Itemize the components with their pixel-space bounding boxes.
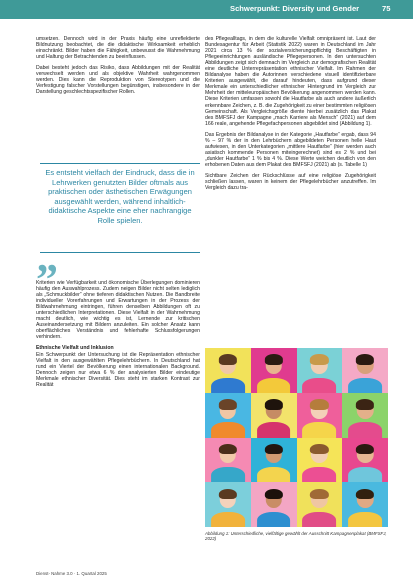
portrait-hair	[219, 489, 237, 500]
portrait-hair	[356, 354, 374, 365]
subheading: Ethnische Vielfalt und Inklusion	[36, 345, 114, 352]
portrait-hair	[310, 444, 328, 455]
portrait-torso	[211, 467, 245, 482]
portrait-hair	[264, 354, 282, 365]
portrait-tile	[251, 348, 297, 393]
paragraph: Ein Schwerpunkt der Untersuchung ist die Repräsentation ethnischer Vielfalt in den ausgewählten Pflegelehrbüchern. In Deutschland hat rund ein Viertel der Bevölkerung einen internationalen Background. Dennoch zeigen nur etwa 6 % der analysierten Bilder eindeutige Merkmale ethnischer Diversität. Dies steht im starken Kontrast zur Realität	[36, 351, 200, 388]
portrait-torso	[211, 378, 245, 393]
portrait-hair	[310, 489, 328, 500]
portrait-tile	[342, 438, 388, 483]
portrait-torso	[211, 512, 245, 527]
portrait-hair	[310, 354, 328, 365]
portrait-tile	[297, 393, 343, 438]
portrait-tile	[205, 393, 251, 438]
paragraph: Sichtbare Zeichen der Rückschlüsse auf eine religiöse Zugehörigkeit schließen lassen, waren in keinem der Pflegelehrbücher anzutreffen. Im Vergleich dazu tra-	[205, 172, 376, 192]
section-title: Schwerpunkt: Diversity und Gender	[230, 4, 360, 13]
portrait-tile	[251, 482, 297, 527]
quote-rule-bottom	[40, 252, 200, 253]
paragraph: umsetzen. Dennoch wird in der Praxis häufig eine unreflektierte Bildnutzung beobachtet, die die didaktische Wirksamkeit erheblich einschränkt. Bilder haben die Fähigkeit, unbewusst die Wahrnehmung und Haltung der Betrachtenden zu beeinflussen.	[36, 36, 200, 61]
portrait-tile	[297, 438, 343, 483]
quote-mark-icon: ”	[36, 255, 58, 304]
page-number: 75	[382, 4, 391, 13]
portrait-torso	[302, 467, 336, 482]
quote-rule-top	[40, 163, 200, 164]
portrait-torso	[257, 378, 291, 393]
portrait-hair	[264, 399, 282, 410]
portrait-hair	[219, 354, 237, 365]
portrait-tile	[251, 438, 297, 483]
portrait-tile	[205, 482, 251, 527]
figure-caption: Abbildung 1: Unterschiedliche, vielfältige gewählt der Ausschnitt Kampagnenplakat (BMFSFJ, 2022)	[205, 531, 387, 542]
portrait-tile	[342, 348, 388, 393]
page-header	[0, 0, 413, 19]
portrait-hair	[356, 444, 374, 455]
portrait-torso	[257, 512, 291, 527]
portrait-hair	[264, 489, 282, 500]
portrait-torso	[348, 512, 382, 527]
portrait-tile	[205, 438, 251, 483]
paragraph: Dabei besteht jedoch das Risiko, dass Abbildungen mit der Realität verwechselt werden und als objektive Wahrheit wahrgenommen werden. Dies kann die Reproduktion von Stereotypen und die Verfestigung falscher Vorstellungen begünstigen, insbesondere in der Darstellung geschlechtsspezifischer Rollen.	[36, 65, 200, 96]
pull-quote: Es entsteht vielfach der Eindruck, dass die in Lehrwerken genutzten Bilder oftmals aus praktischen oder ästhetischen Erwägungen ausgewählt werden, während inhaltlich-didaktische Aspekte eine eher nachrangige Rolle spielen.	[45, 168, 195, 225]
portrait-tile	[297, 348, 343, 393]
portrait-hair	[310, 399, 328, 410]
paragraph: Kriterien wie Verfügbarkeit und ökonomische Überlegungen dominieren häufig den Auswahlprozess. Zudem neigen Bilder nicht selten lediglich als „Schmuckbilder“ ohne tieferen didaktischen Nutzen. Die Bandbreite individueller Vorerfahrungen und Erwartungen in der Prozess der Bildwahrnehmung eintringen, führen denselben Abbildungen oft zu unterschiedlichen Interpretationen. Diese Vielfalt in der Wahrnehmung macht deutlich, wie wichtig es ist, Lernende zur kritischen Auseinandersetzung mit Bildern anzuleiten. Ein solcher Ansatz kann oberflächliches Verständnis und fehlerhafte Schlussfolgerungen verhindern.	[36, 280, 200, 341]
portrait-torso	[348, 378, 382, 393]
portrait-torso	[257, 467, 291, 482]
portrait-hair	[219, 444, 237, 455]
portrait-tile	[342, 393, 388, 438]
portrait-torso	[302, 422, 336, 437]
paragraph: des Pflegealltags, in dem die kulturelle Vielfalt omnipräsent ist. Laut der Bundesagentur für Arbeit (Statistik 2022) waren in Deutschland im Jahr 2021 circa 13 % der sozialversicherungspflichtig Beschäftigten in Pflegeeinrichtungen ausländische Pflegepersonen. In den untersuchten Abbildungen zeigt sich demnach im Vergleich zur demografischen Realität eine deutliche Unterrepräsentation ethnischer Vielfalt. Im Rahmen der Bildanalyse haben die Autorinnen verschiedene visuell identifizierbare Kriterien ausgewählt, die darauf hindeuten, dass aufgrund dieser Merkmale ein unterschiedlicher ethnischer Hintergrund im Vergleich zur Mehrheit der mitteleuropäischen Bevölkerung angenommen werden kann. Diese Kriterien umfassen sowohl die Hautfarbe als auch andere äußerlich erkennbare Zeichen, z. B. die Zugehörigkeit zu einer bestimmten religiösen Gemeinschaft. Als Vergleichsgröße diente hierbei zusätzlich das Plakat des BMFSFJ der Kampagne „mach Karriere als Mensch“ (2021) auf dem 166 reale, angehende Pflegefachpersonen abgebildet sind (Abbildung 1).	[205, 36, 376, 127]
portrait-hair	[356, 399, 374, 410]
portrait-tile	[342, 482, 388, 527]
portrait-tile	[205, 348, 251, 393]
portrait-hair	[356, 489, 374, 500]
portrait-tile	[297, 482, 343, 527]
portrait-hair	[219, 399, 237, 410]
right-column	[205, 36, 376, 196]
portrait-torso	[211, 422, 245, 437]
left-column-top	[36, 36, 200, 100]
portrait-torso	[302, 512, 336, 527]
campaign-poster-figure	[205, 348, 388, 527]
portrait-torso	[348, 422, 382, 437]
left-column-bottom	[36, 280, 200, 393]
paragraph: Das Ergebnis der Bildanalyse in der Kategorie „Hautfarbe“ ergab, dass 94 % – 97 % der in den Lehrbüchern abgebildeten Personen helle Haut aufwiesen, in den Unterkategorien „mittlere Hautfarbe“ (hier werden auch asiatisch kommende Personen miteingerechnet) sind es 2 % und bei „dunkler Hautfarbe“ 1 % bis 4 %. Diese Werte weichen deutlich von den erhobenen Daten aus dem Plakat des BMFSFJ (2021) ab (s. Tabelle 1)	[205, 131, 376, 168]
portrait-tile	[251, 393, 297, 438]
portrait-torso	[348, 467, 382, 482]
page-footer: Dienst- Nahme 3.0 · 1. Quartal 2025	[36, 571, 107, 576]
portrait-torso	[302, 378, 336, 393]
portrait-hair	[264, 444, 282, 455]
portrait-torso	[257, 422, 291, 437]
